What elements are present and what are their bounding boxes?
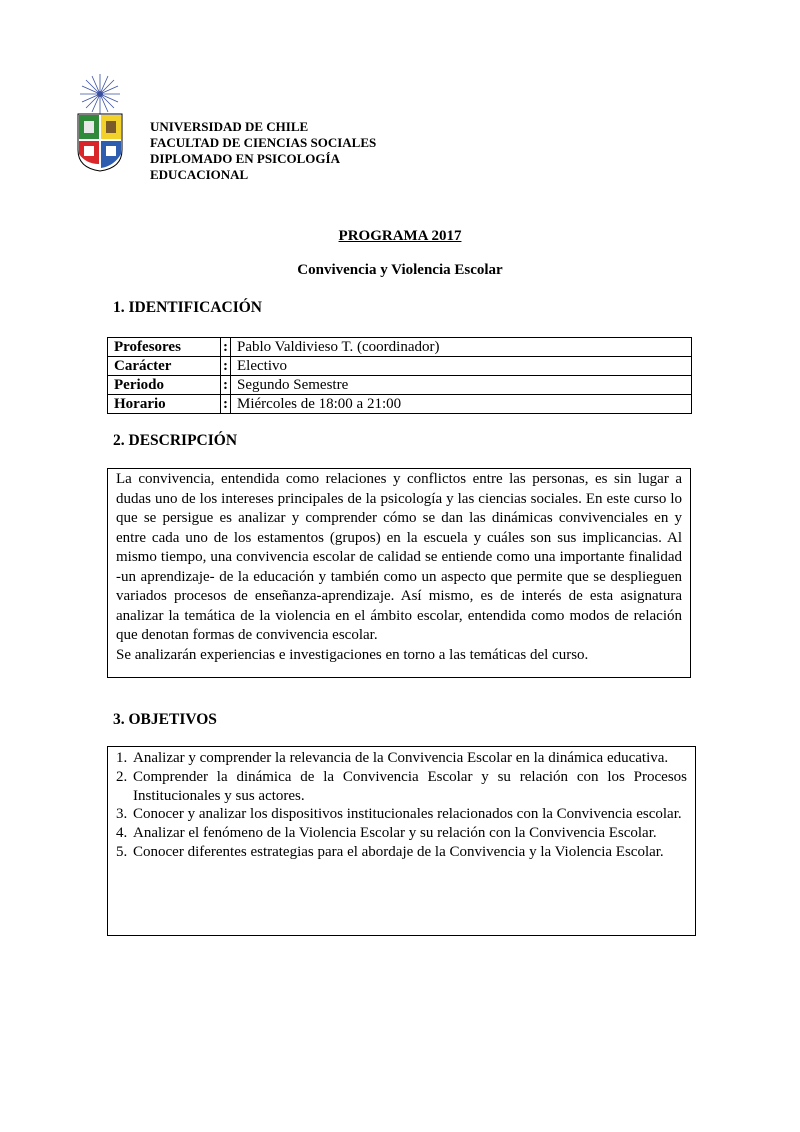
item-text: Analizar y comprender la relevancia de la Convivencia Escolar en la dinámica educativa. [133,750,669,766]
description-box [107,468,691,678]
item-text: Analizar el fenómeno de la Violencia Escolar y su relación con la Convivencia Escolar. [133,825,657,842]
institution-line: FACULTAD DE CIENCIAS SOCIALES [150,135,377,150]
row-separator: : [221,376,231,395]
table-row [108,395,692,414]
item-number: 2. [116,768,128,785]
item-text: Conocer y analizar los dispositivos institucionales relacionados con la Convivencia escolar. [133,806,682,823]
list-item [116,824,687,843]
row-label: Periodo [108,376,221,395]
institution-line: EDUCACIONAL [150,167,249,182]
row-separator: : [221,357,231,376]
item-number: 5. [116,843,128,860]
table-row [108,357,692,376]
table-row [108,338,692,357]
section-heading-objetivos: 3. OBJETIVOS [113,711,217,728]
row-value: Segundo Semestre [231,376,692,395]
list-item [116,805,687,824]
university-logo [76,72,124,172]
institution-line: DIPLOMADO EN PSICOLOGÍA [150,151,340,166]
description-paragraph: La convivencia, entendida como relaciones y conflictos entre las personas, es sin lugar a dudas uno de los intereses principales de la psicología y las ciencias sociales. En este curso lo que se persigue es analizar y comprender cómo se dan las dinámicas convivenciales en y entre cada uno de los estamentos (grupos) en la escuela y cuáles son sus implicancias. Al mismo tiempo, una convivencia escolar de calidad se entiende como una importante finalidad -un aprendizaje- de la educación y también como un aspecto que permite que se desplieguen variados procesos de enseñanza-aprendizaje. Así mismo, es de interés de esta asignatura analizar la temática de la violencia en el ámbito escolar, entendida como modos de relación que denotan formas de convivencia escolar. [116,471,682,643]
page-title: PROGRAMA 2017 [338,228,462,244]
row-value: Miércoles de 18:00 a 21:00 [231,395,692,414]
row-label: Horario [108,395,221,414]
objectives-box [107,746,696,936]
item-number: 4. [116,825,128,842]
objectives-list [116,749,687,862]
list-item [116,843,687,862]
item-text: Comprender la dinámica de la Convivencia Escolar y su relación con los Procesos Institucionales y sus actores. [133,768,687,804]
row-label: Profesores [108,338,221,357]
section-heading-identificacion: 1. IDENTIFICACIÓN [113,299,262,316]
row-separator: : [221,338,231,357]
item-text: Conocer diferentes estrategias para el abordaje de la Convivencia y la Violencia Escolar. [133,843,664,860]
row-label: Carácter [108,357,221,376]
section-heading-descripcion: 2. DESCRIPCIÓN [113,432,238,449]
row-value: Pablo Valdivieso T. (coordinador) [231,338,692,357]
institution-header [150,119,376,183]
list-item [116,749,687,768]
list-item [116,768,687,806]
page-subtitle: Convivencia y Violencia Escolar [297,262,503,278]
row-separator: : [221,395,231,414]
institution-line: UNIVERSIDAD DE CHILE [150,119,309,134]
shield-icon [78,114,122,171]
table-row [108,376,692,395]
description-paragraph: Se analizarán experiencias e investigaciones en torno a las temáticas del curso. [116,646,589,663]
identification-table [107,337,692,414]
row-value: Electivo [231,357,692,376]
item-number: 3. [116,806,128,823]
item-number: 1. [116,750,128,766]
